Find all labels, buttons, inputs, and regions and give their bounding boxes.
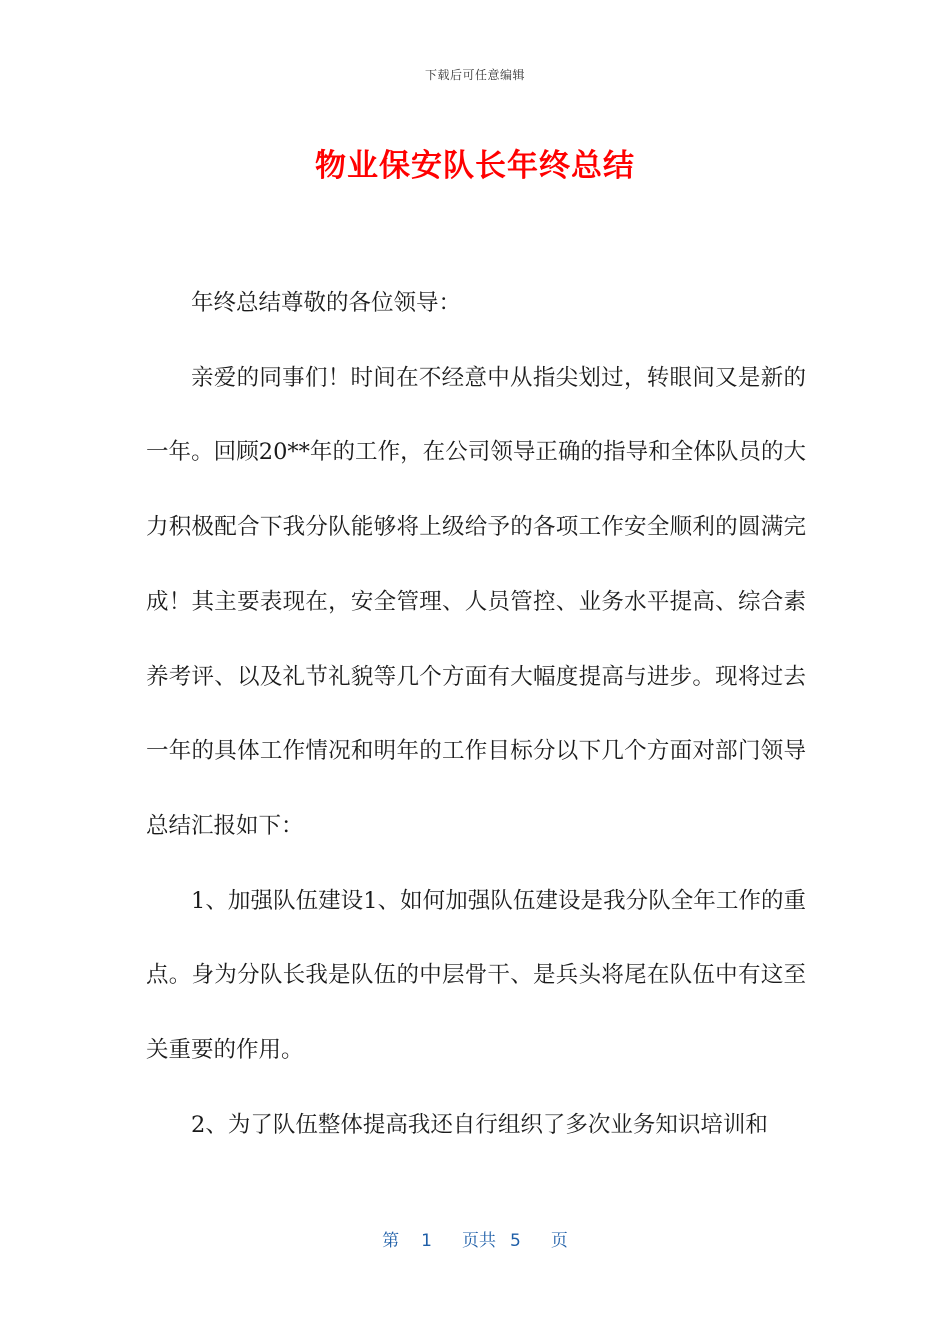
page-footer <box>0 1226 950 1251</box>
document-body <box>146 266 806 1162</box>
paragraph-salutation: 年终总结尊敬的各位领导： <box>191 290 462 316</box>
paragraph-item-2: 2、为了队伍整体提高我还自行组织了多次业务知识培训和 <box>191 1111 768 1138</box>
document-title: 物业保安队长年终总结 <box>315 148 635 184</box>
footer-page-current: 1 <box>421 1231 432 1251</box>
paragraph-item-1: 1、加强队伍建设1、如何加强队伍建设是我分队全年工作的重点。身为分队长我是队伍的中层骨干、是兵头将尾在队伍中有这至关重要的作用。 <box>146 887 806 1064</box>
header-note: 下载后可任意编辑 <box>424 68 525 82</box>
footer-page-total: 5 <box>510 1231 521 1251</box>
footer-page-prefix: 第 <box>382 1231 400 1251</box>
paragraph-intro: 亲爱的同事们！时间在不经意中从指尖划过，转眼间又是新的一年。回顾20**年的工作，在公司领导正确的指导和全体队员的大力积极配合下我分队能够将上级给予的各项工作安全顺利的圆满完成！其主要表现在，安全管理、人员管控、业务水平提高、综合素养考评、以及礼节礼貌等几个方面有大幅度提高与进步。现将过去一年的具体工作情况和明年的工作目标分以下几个方面对部门领导总结汇报如下： <box>146 364 806 839</box>
footer-page-suffix: 页 <box>550 1231 568 1251</box>
footer-page-middle: 页共 <box>462 1231 496 1251</box>
